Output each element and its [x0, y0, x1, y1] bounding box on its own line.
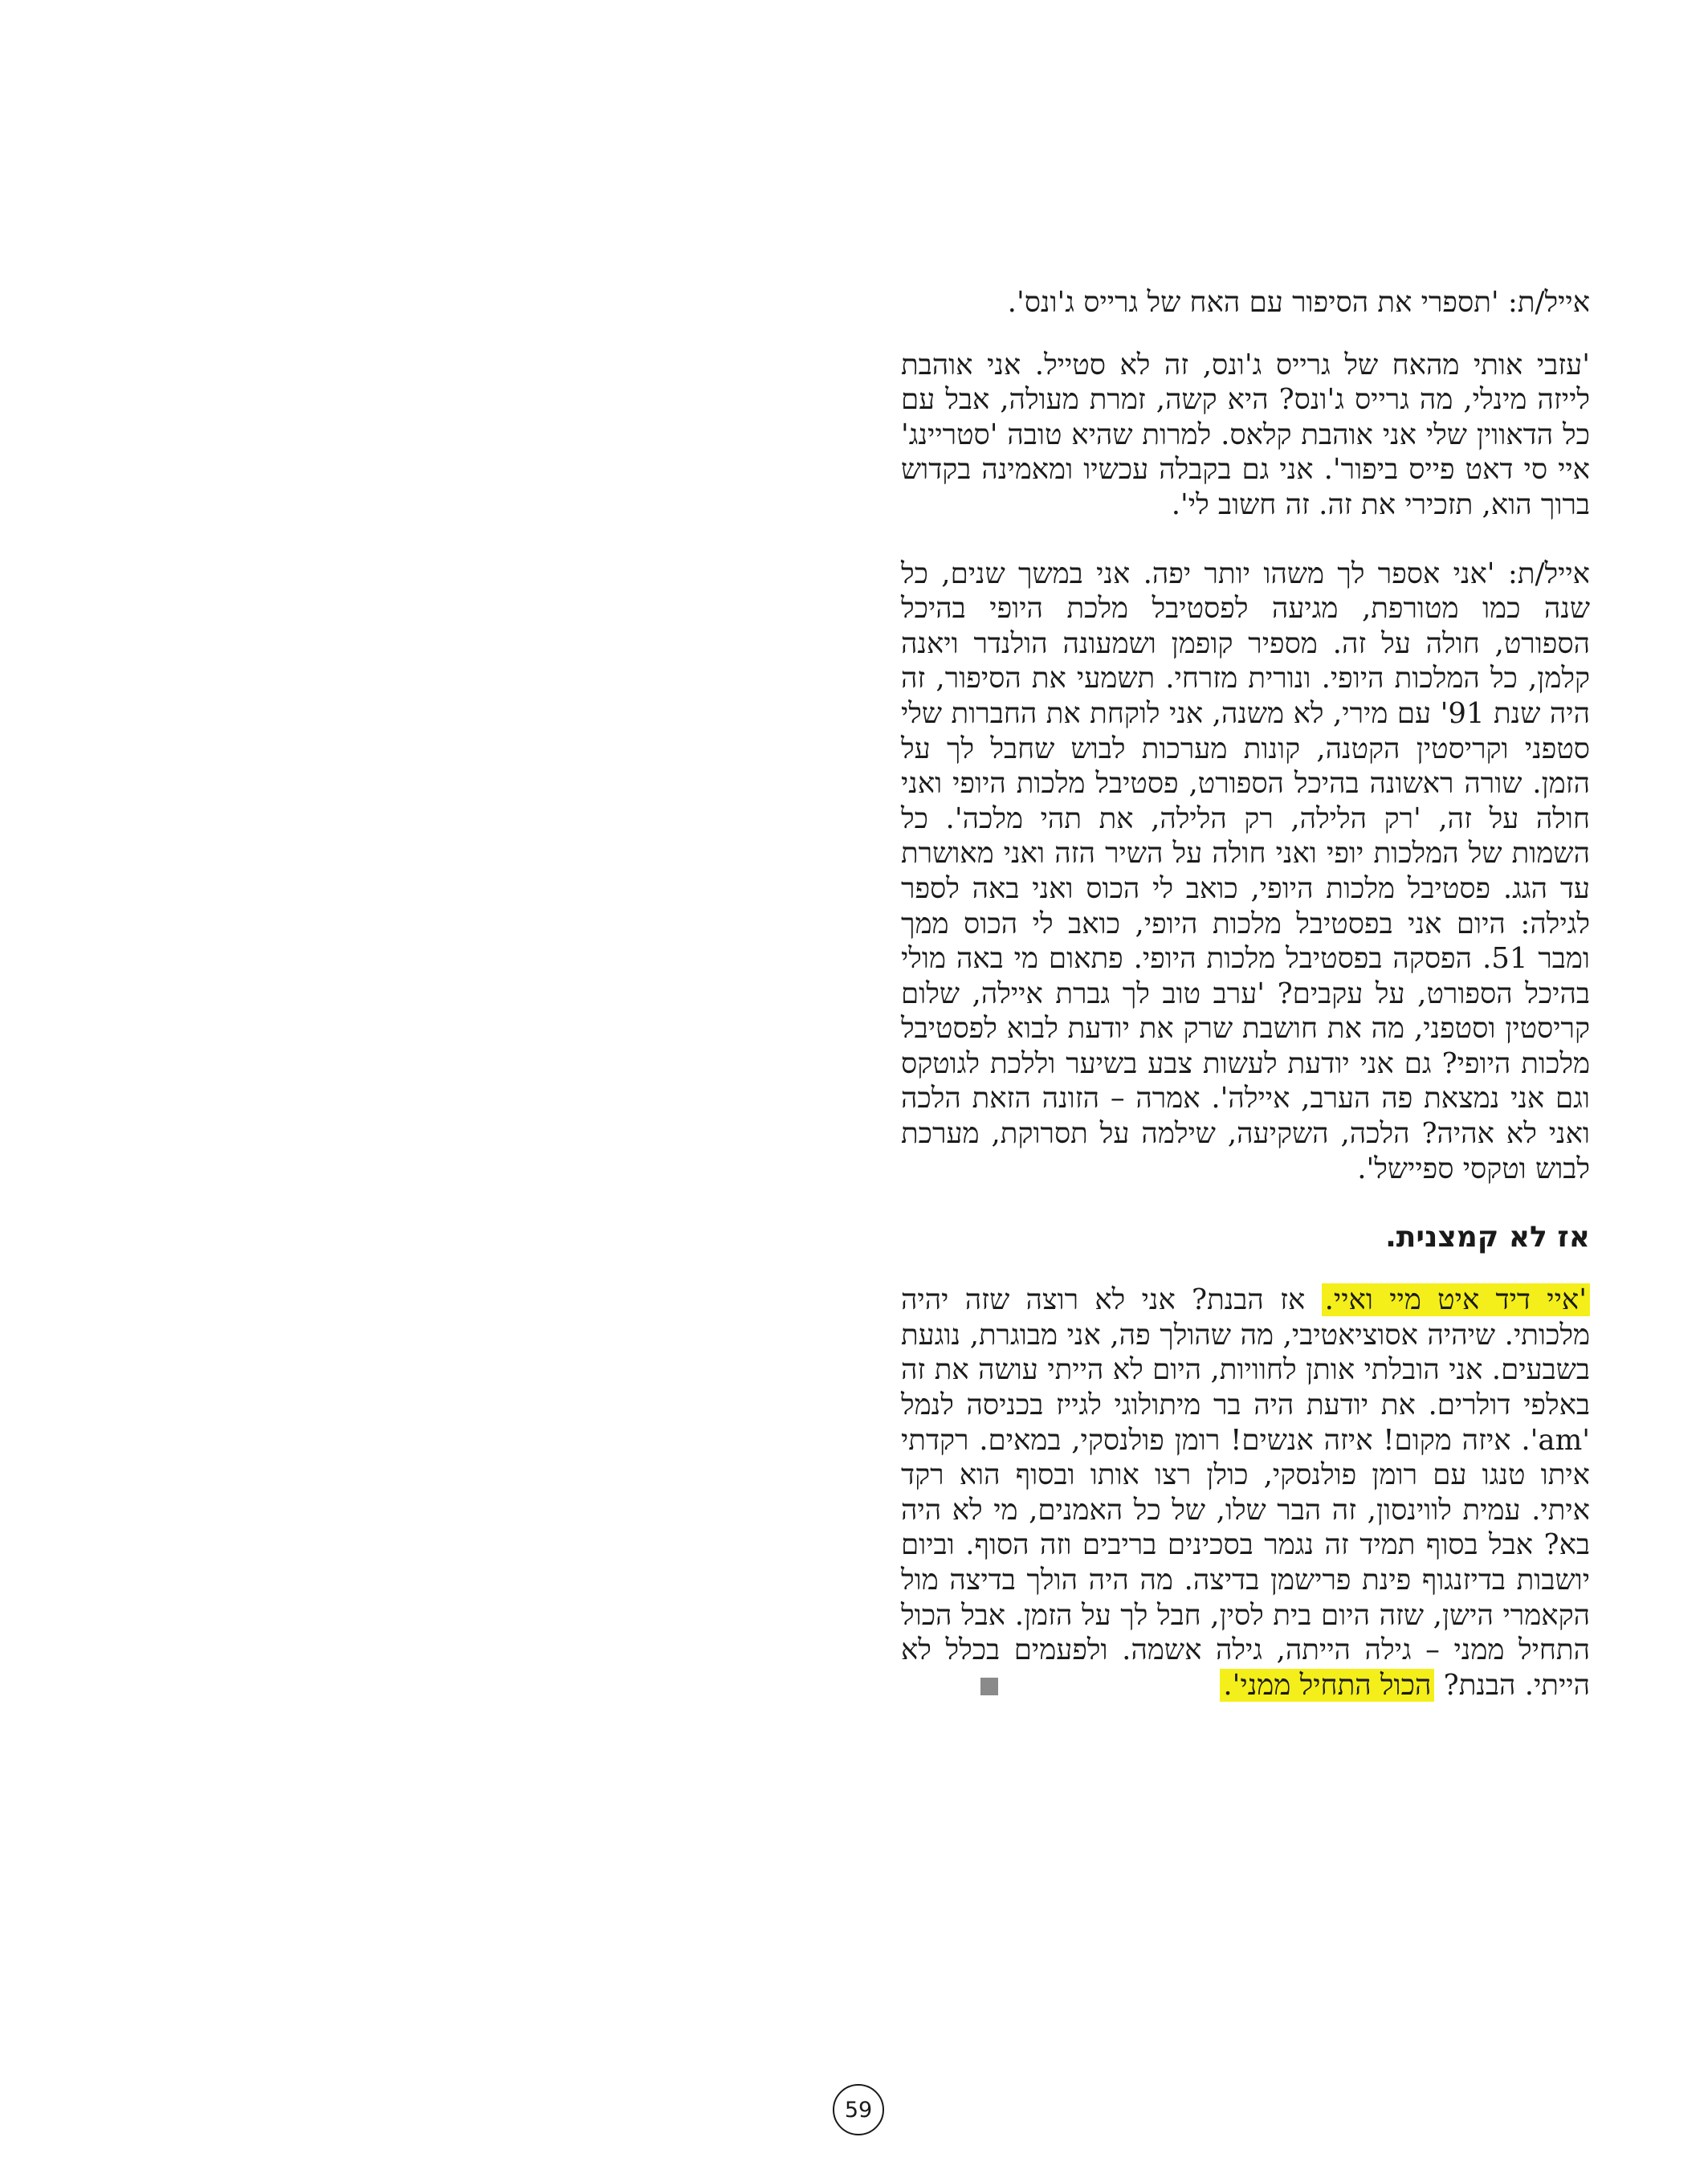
paragraph-did-it-my-way: [901, 1283, 1590, 1703]
page-number: 59: [833, 2084, 884, 2135]
article-column: [901, 285, 1590, 1736]
section-heading: אז לא קמצנית.: [1385, 1221, 1590, 1254]
highlighted-quote: 'איי דיד איט מיי ואיי.: [1322, 1283, 1590, 1316]
highlighted-closing: הכול התחיל ממני'.: [1220, 1669, 1434, 1702]
paragraph-intro-question: אייל/ת: 'תספרי את הסיפור עם האח של גרייס ג'ונס'.: [1007, 286, 1590, 319]
paragraph-grace-jones: 'עזבי אותי מהאח של גרייס ג'ונס, זה לא סטייל. אני אוהבת לייזה מינלי, מה גרייס ג'ונס? היא קשה, זמרת מעולה, אבל עם כל הדאווין שלי אני אוהבת קלאס. למרות שהיא טובה 'סטריינג' איי סי דאט פייס ביפור'. אני גם בקבלה עכשיו ומאמינה בקדוש ברוך הוא, תזכירי את זה. זה חשוב לי'.: [901, 348, 1590, 521]
end-of-article-mark: [980, 1678, 998, 1695]
paragraph-beauty-festival: אייל/ת: 'אני אספר לך משהו יותר יפה. אני במשך שנים, כל שנה כמו מטורפת, מגיעה לפסטיבל מלכת היופי בהיכל הספורט, חולה על זה. מספיר קופמן ושמעונה הולנדר ויאנה קלמן, כל המלכות היופי. ונורית מזרחי. תשמעי את הסיפור, זה היה שנת 91' עם מירי, לא משנה, אני לוקחת את החברות שלי סטפני וקריסטין הקטנה, קונות מערכות לבוש שחבל לך על הזמן. שורה ראשונה בהיכל הספורט, פסטיבל מלכות היופי ואני חולה על זה, 'רק הלילה, רק הלילה, את תהי מלכה'. כל השמות של המלכות יופי ואני חולה על השיר הזה ואני מאושרת עד הגג. פסטיבל מלכות היופי, כואב לי הכוס ואני באה לספר לגילה: היום אני בפסטיבל מלכות היופי, כואב לי הכוס ממך ומבר 51. הפסקה בפסטיבל מלכות היופי. פתאום מי באה מולי בהיכל הספורט, על עקבים? 'ערב טוב לך גברת איילה, שלום קריסטין וסטפני, מה את חושבת שרק את יודעת לבוא לפסטיבל מלכות היופי? גם אני יודעת לעשות צבע בשיער וללכת לגוטקס וגם אני נמצאת פה הערב, איילה'. אמרה – הזונה הזאת הלכה ואני לא אהיה? הלכה, השקיעה, שילמה על תסרוקת, מערכת לבוש וטקסי ספיישל'.: [901, 557, 1591, 1185]
paragraph-body: אז הבנת? אני לא רוצה שזה יהיה מלכותי. שיהיה אסוציאטיבי, מה שהולך פה, אני מבוגרת, נוגעת בשבעים. אני הובלתי אותן לחוויות, היום לא הייתי עושה את זה באלפי דולרים. את יודעת היה בר מיתולוגי לגייז בכניסה לנמל 'am'. איזה מקום! איזה אנשים! רומן פולנסקי, במאים. רקדתי איתו טנגו עם רומן פולנסקי, כולן רצו אותו ובסוף הוא רקד איתי. עמית לווינסון, זה הבר שלו, של כל האמנים, מי לא היה בא? אבל בסוף תמיד זה נגמר בסכינים בריבים וזה הסוף. וביום יושבות בדיזנגוף פינת פרישמן בדיצה. מה היה הולך בדיצה מול הקאמרי הישן, שזה היום בית לסין, חבל לך על הזמן. אבל הכול התחיל ממני – גילה הייתה, גילה אשמה. ולפעמים בכלל לא הייתי. הבנת?: [901, 1283, 1590, 1702]
